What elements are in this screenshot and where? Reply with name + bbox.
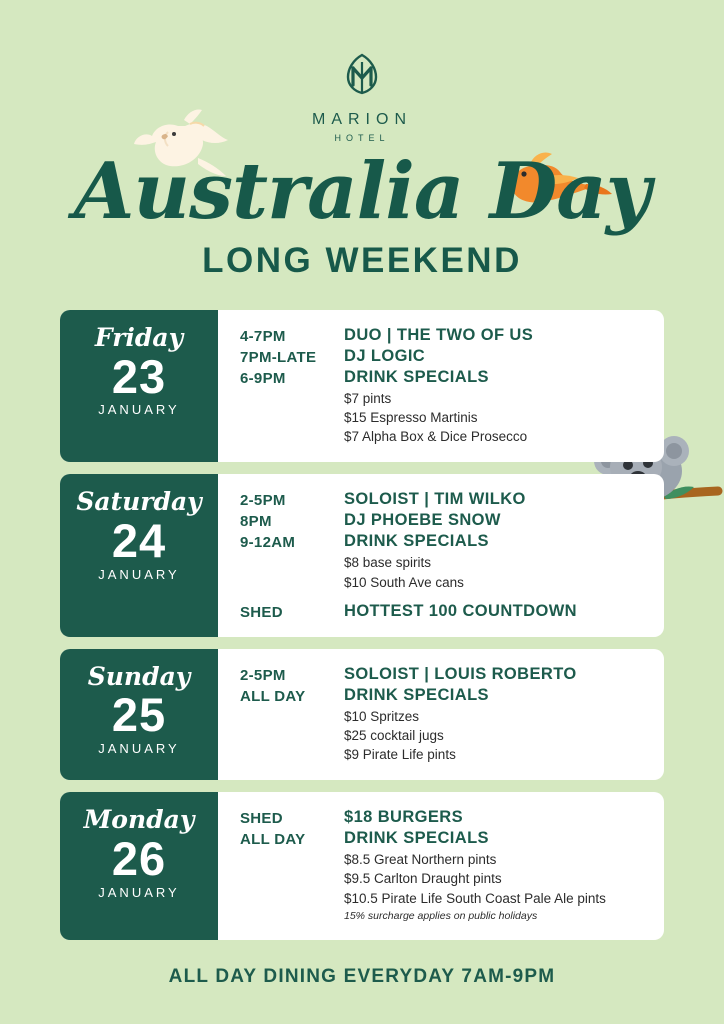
- schedule-row: [240, 490, 646, 509]
- row-title: $18 BURGERS: [344, 808, 464, 827]
- day-weekday: Sunday: [87, 661, 191, 691]
- row-item: $7 Alpha Box & Dice Prosecco: [344, 429, 528, 445]
- day-month: JANUARY: [98, 741, 180, 757]
- day-number: 25: [111, 688, 167, 742]
- day-card: [60, 310, 664, 462]
- row-main: [344, 347, 646, 366]
- row-main: [344, 490, 646, 509]
- row-time: SHED: [240, 603, 283, 621]
- poster-title: [0, 146, 724, 281]
- leaf-m-monogram-icon: [0, 52, 724, 103]
- schedule-row: [240, 326, 646, 345]
- row-items: [344, 389, 646, 446]
- day-month: JANUARY: [98, 566, 180, 582]
- row-time: 2-5PM: [240, 666, 286, 684]
- row-main: [344, 532, 646, 591]
- schedule-row: [240, 829, 646, 924]
- row-main: [344, 602, 646, 621]
- row-items: [344, 850, 646, 924]
- row-time: SHED: [240, 810, 283, 828]
- row-item: $8 base spirits: [344, 555, 432, 571]
- day-card: [60, 792, 664, 940]
- schedule-row: [240, 347, 646, 366]
- row-time: 6-9PM: [240, 370, 286, 387]
- day-weekday: Monday: [83, 805, 195, 835]
- row-item: $9.5 Carlton Draught pints: [344, 871, 502, 887]
- row-time: 2-5PM: [240, 492, 286, 510]
- row-item: $15 Espresso Martinis: [344, 410, 478, 426]
- row-item: $7 pints: [344, 391, 392, 406]
- row-main: [344, 808, 646, 827]
- row-item: $10.5 Pirate Life South Coast Pale Ale pints: [344, 890, 606, 906]
- day-number: 24: [111, 513, 167, 567]
- row-title: DJ PHOEBE SNOW: [344, 511, 501, 530]
- footer-text: ALL DAY DINING EVERYDAY 7AM-9PM: [168, 966, 556, 987]
- day-weekday: Friday: [94, 323, 184, 352]
- row-item: $9 Pirate Life pints: [344, 747, 456, 763]
- row-time: 7PM-LATE: [240, 349, 317, 366]
- row-main: [344, 511, 646, 530]
- brand-logo: [0, 52, 724, 143]
- schedule-row: [240, 511, 646, 530]
- day-date: [60, 792, 218, 940]
- row-main: [344, 368, 646, 446]
- row-time: ALL DAY: [240, 687, 306, 705]
- day-card: [60, 474, 664, 636]
- row-time: 9-12AM: [240, 534, 296, 552]
- row-main: [344, 686, 646, 764]
- schedule-list: [60, 310, 664, 952]
- row-item: $10 South Ave cans: [344, 574, 464, 590]
- day-schedule: [218, 792, 664, 940]
- row-items: [344, 707, 646, 764]
- row-item: $25 cocktail jugs: [344, 727, 444, 743]
- row-main: [344, 326, 646, 345]
- row-title: HOTTEST 100 COUNTDOWN: [344, 601, 577, 620]
- row-title: SOLOIST | LOUIS ROBERTO: [344, 664, 577, 683]
- row-main: [344, 665, 646, 684]
- day-month: JANUARY: [98, 884, 180, 900]
- day-schedule: [218, 474, 664, 636]
- row-title: DRINK SPECIALS: [344, 685, 489, 704]
- row-item: $8.5 Great Northern pints: [344, 852, 497, 868]
- day-card: [60, 649, 664, 780]
- row-title: DJ LOGIC: [344, 347, 426, 365]
- row-note: 15% surcharge applies on public holidays: [344, 909, 538, 922]
- brand-name: MARION: [312, 111, 412, 128]
- day-number: 23: [111, 349, 167, 403]
- brand-subtitle: HOTEL: [334, 133, 390, 143]
- row-time: 8PM: [240, 513, 272, 531]
- schedule-row: [240, 665, 646, 684]
- day-schedule: [218, 310, 664, 462]
- row-main: [344, 829, 646, 924]
- schedule-row: [240, 808, 646, 827]
- title-subtitle: LONG WEEKEND: [202, 241, 522, 281]
- day-date: [60, 310, 218, 462]
- day-date: [60, 649, 218, 780]
- day-number: 26: [111, 831, 167, 885]
- row-time: ALL DAY: [240, 831, 306, 849]
- title-script: Australia Day: [73, 146, 651, 237]
- day-weekday: Saturday: [76, 487, 202, 517]
- row-item: $10 Spritzes: [344, 708, 420, 724]
- schedule-row: [240, 686, 646, 764]
- schedule-row: [240, 368, 646, 446]
- row-title: DRINK SPECIALS: [344, 532, 489, 551]
- row-title: SOLOIST | TIM WILKO: [344, 490, 526, 509]
- row-title: DUO | THE TWO OF US: [344, 326, 534, 344]
- day-month: JANUARY: [98, 402, 180, 418]
- day-date: [60, 474, 218, 636]
- row-title: DRINK SPECIALS: [344, 829, 489, 848]
- row-title: DRINK SPECIALS: [344, 368, 489, 386]
- row-items: [344, 553, 646, 591]
- schedule-row: [240, 532, 646, 591]
- schedule-row: [240, 602, 646, 621]
- row-time: 4-7PM: [240, 328, 286, 345]
- day-schedule: [218, 649, 664, 780]
